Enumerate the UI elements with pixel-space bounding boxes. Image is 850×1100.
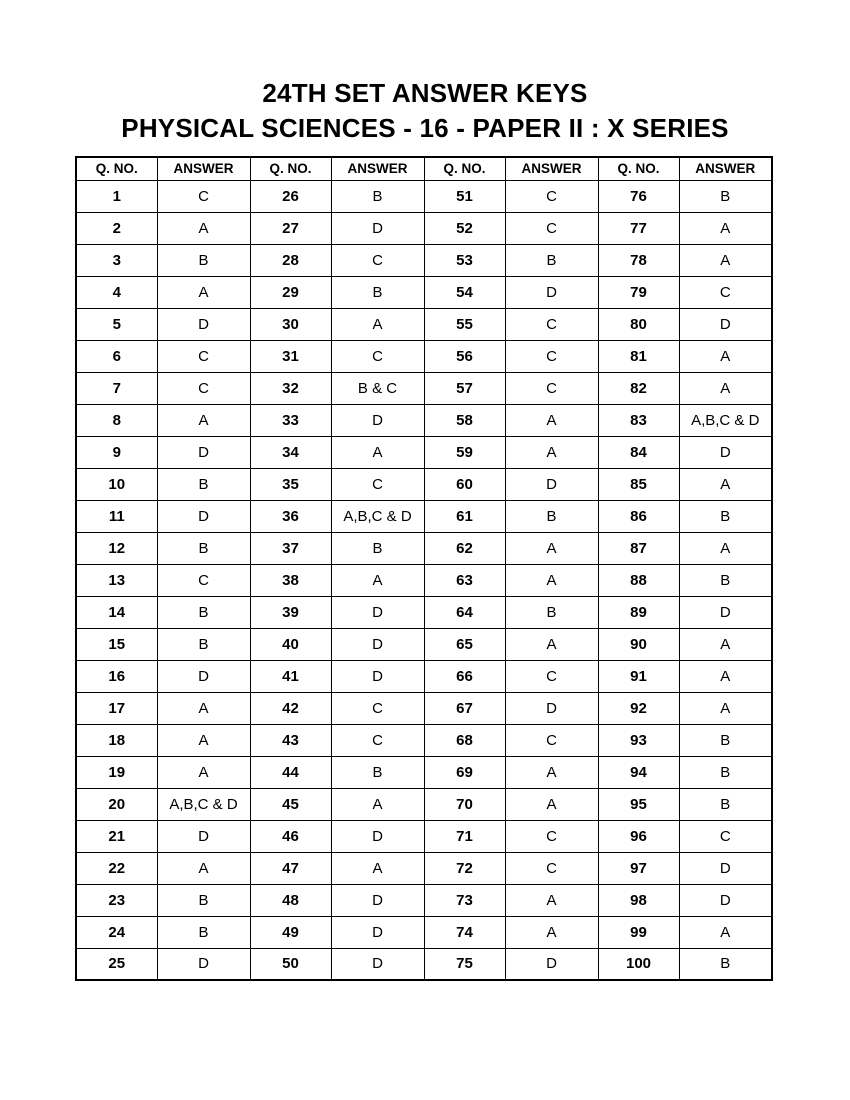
qno-cell: 12 [76,532,157,564]
answer-cell: A [679,532,772,564]
qno-cell: 66 [424,660,505,692]
answer-cell: A [157,724,250,756]
answer-cell: D [157,948,250,980]
answer-cell: D [331,404,424,436]
answer-cell: A [331,852,424,884]
qno-cell: 30 [250,308,331,340]
table-row [76,500,772,532]
qno-cell: 19 [76,756,157,788]
table-row [76,820,772,852]
answer-cell: A [505,628,598,660]
qno-cell: 88 [598,564,679,596]
answer-cell: C [505,852,598,884]
answer-cell: B [157,884,250,916]
answer-cell: B [505,500,598,532]
qno-cell: 74 [424,916,505,948]
qno-cell: 89 [598,596,679,628]
column-header-qno: Q. NO. [598,157,679,180]
answer-cell: D [505,276,598,308]
qno-cell: 47 [250,852,331,884]
qno-cell: 93 [598,724,679,756]
qno-cell: 33 [250,404,331,436]
answer-cell: C [679,276,772,308]
answer-cell: B [331,276,424,308]
answer-cell: C [505,372,598,404]
answer-cell: B [157,916,250,948]
answer-cell: D [157,308,250,340]
qno-cell: 82 [598,372,679,404]
answer-cell: D [157,660,250,692]
qno-cell: 13 [76,564,157,596]
qno-cell: 41 [250,660,331,692]
table-row [76,788,772,820]
qno-cell: 61 [424,500,505,532]
answer-cell: D [679,436,772,468]
answer-cell: A [505,404,598,436]
answer-cell: B [679,180,772,212]
qno-cell: 34 [250,436,331,468]
answer-cell: A [679,212,772,244]
answer-cell: B [679,948,772,980]
qno-cell: 83 [598,404,679,436]
answer-cell: A [331,788,424,820]
answer-cell: A [679,372,772,404]
table-row [76,180,772,212]
answer-cell: B [157,244,250,276]
answer-cell: D [505,468,598,500]
answer-cell: A [157,212,250,244]
qno-cell: 99 [598,916,679,948]
qno-cell: 60 [424,468,505,500]
qno-cell: 81 [598,340,679,372]
answer-cell: A [679,692,772,724]
answer-cell: A,B,C & D [331,500,424,532]
qno-cell: 22 [76,852,157,884]
answer-cell: A [679,340,772,372]
table-row [76,756,772,788]
answer-cell: A [157,852,250,884]
title-line-2: PHYSICAL SCIENCES - 16 - PAPER II : X SERIES [121,113,729,144]
table-row [76,692,772,724]
answer-cell: B [157,596,250,628]
column-header-answer: ANSWER [157,157,250,180]
answer-cell: A [505,532,598,564]
answer-cell: B [679,788,772,820]
qno-cell: 15 [76,628,157,660]
qno-cell: 35 [250,468,331,500]
answer-cell: A [505,884,598,916]
answer-cell: A [505,436,598,468]
qno-cell: 9 [76,436,157,468]
qno-cell: 98 [598,884,679,916]
qno-cell: 57 [424,372,505,404]
table-row [76,372,772,404]
answer-cell: B [679,500,772,532]
answer-cell: A [679,660,772,692]
table-row [76,564,772,596]
answer-cell: C [505,180,598,212]
answer-cell: C [505,660,598,692]
qno-cell: 55 [424,308,505,340]
answer-cell: D [331,212,424,244]
qno-cell: 21 [76,820,157,852]
qno-cell: 77 [598,212,679,244]
answer-cell: D [331,916,424,948]
answer-cell: B [679,724,772,756]
qno-cell: 10 [76,468,157,500]
qno-cell: 16 [76,660,157,692]
qno-cell: 42 [250,692,331,724]
table-row [76,308,772,340]
answer-cell: A [331,308,424,340]
answer-cell: A [331,564,424,596]
answer-cell: B & C [331,372,424,404]
table-row [76,468,772,500]
answer-cell: B [331,532,424,564]
answer-cell: C [157,180,250,212]
qno-cell: 17 [76,692,157,724]
qno-cell: 100 [598,948,679,980]
table-row [76,724,772,756]
qno-cell: 43 [250,724,331,756]
qno-cell: 73 [424,884,505,916]
table-row [76,340,772,372]
qno-cell: 6 [76,340,157,372]
qno-cell: 7 [76,372,157,404]
answer-cell: A [331,436,424,468]
qno-cell: 11 [76,500,157,532]
qno-cell: 2 [76,212,157,244]
qno-cell: 36 [250,500,331,532]
qno-cell: 87 [598,532,679,564]
answer-cell: B [157,468,250,500]
qno-cell: 80 [598,308,679,340]
qno-cell: 14 [76,596,157,628]
answer-cell: D [331,596,424,628]
qno-cell: 56 [424,340,505,372]
answer-cell: A [505,564,598,596]
qno-cell: 68 [424,724,505,756]
qno-cell: 29 [250,276,331,308]
qno-cell: 45 [250,788,331,820]
qno-cell: 25 [76,948,157,980]
qno-cell: 18 [76,724,157,756]
qno-cell: 26 [250,180,331,212]
answer-cell: A [679,916,772,948]
answer-cell: B [331,756,424,788]
answer-cell: A [157,692,250,724]
qno-cell: 79 [598,276,679,308]
qno-cell: 5 [76,308,157,340]
qno-cell: 63 [424,564,505,596]
qno-cell: 3 [76,244,157,276]
answer-cell: D [679,596,772,628]
qno-cell: 54 [424,276,505,308]
answer-cell: C [331,340,424,372]
qno-cell: 76 [598,180,679,212]
qno-cell: 72 [424,852,505,884]
qno-cell: 96 [598,820,679,852]
table-row [76,660,772,692]
qno-cell: 94 [598,756,679,788]
qno-cell: 50 [250,948,331,980]
table-body [76,180,772,980]
answer-cell: C [679,820,772,852]
column-header-qno: Q. NO. [250,157,331,180]
answer-cell: A [679,244,772,276]
answer-cell: D [331,628,424,660]
answer-cell: C [505,820,598,852]
table-row [76,916,772,948]
answer-cell: C [157,372,250,404]
answer-cell: D [505,948,598,980]
answer-cell: D [331,884,424,916]
qno-cell: 86 [598,500,679,532]
column-header-answer: ANSWER [331,157,424,180]
qno-cell: 53 [424,244,505,276]
answer-key-table [75,156,773,981]
answer-cell: A [679,468,772,500]
qno-cell: 75 [424,948,505,980]
qno-cell: 97 [598,852,679,884]
answer-cell: D [157,820,250,852]
table-row [76,404,772,436]
qno-cell: 32 [250,372,331,404]
answer-cell: A,B,C & D [679,404,772,436]
qno-cell: 49 [250,916,331,948]
answer-cell: A,B,C & D [157,788,250,820]
answer-cell: A [505,788,598,820]
answer-cell: C [331,244,424,276]
qno-cell: 39 [250,596,331,628]
qno-cell: 28 [250,244,331,276]
qno-cell: 84 [598,436,679,468]
qno-cell: 51 [424,180,505,212]
answer-cell: D [679,308,772,340]
table-row [76,532,772,564]
answer-cell: A [157,276,250,308]
qno-cell: 52 [424,212,505,244]
qno-cell: 40 [250,628,331,660]
qno-cell: 90 [598,628,679,660]
column-header-answer: ANSWER [679,157,772,180]
answer-cell: C [331,692,424,724]
answer-cell: B [331,180,424,212]
table-row [76,212,772,244]
qno-cell: 38 [250,564,331,596]
qno-cell: 69 [424,756,505,788]
title-line-1: 24TH SET ANSWER KEYS [262,78,588,108]
answer-cell: C [331,724,424,756]
answer-cell: A [505,916,598,948]
answer-cell: C [505,308,598,340]
table-header-row [76,157,772,180]
qno-cell: 1 [76,180,157,212]
table-row [76,884,772,916]
table-row [76,948,772,980]
answer-cell: B [679,756,772,788]
answer-cell: D [157,436,250,468]
answer-cell: A [157,404,250,436]
qno-cell: 31 [250,340,331,372]
qno-cell: 48 [250,884,331,916]
qno-cell: 70 [424,788,505,820]
table-row [76,852,772,884]
qno-cell: 24 [76,916,157,948]
table-row [76,628,772,660]
column-header-answer: ANSWER [505,157,598,180]
answer-cell: D [679,884,772,916]
table-row [76,276,772,308]
qno-cell: 37 [250,532,331,564]
table-row [76,244,772,276]
answer-cell: C [505,724,598,756]
qno-cell: 65 [424,628,505,660]
answer-cell: B [679,564,772,596]
qno-cell: 78 [598,244,679,276]
qno-cell: 59 [424,436,505,468]
qno-cell: 4 [76,276,157,308]
answer-cell: B [505,596,598,628]
qno-cell: 64 [424,596,505,628]
answer-cell: B [505,244,598,276]
qno-cell: 27 [250,212,331,244]
qno-cell: 62 [424,532,505,564]
answer-cell: C [157,340,250,372]
qno-cell: 91 [598,660,679,692]
title-block [0,0,850,146]
answer-cell: B [157,628,250,660]
qno-cell: 92 [598,692,679,724]
qno-cell: 23 [76,884,157,916]
answer-cell: D [505,692,598,724]
qno-cell: 44 [250,756,331,788]
answer-cell: A [157,756,250,788]
qno-cell: 71 [424,820,505,852]
answer-cell: C [157,564,250,596]
column-header-qno: Q. NO. [76,157,157,180]
answer-cell: C [505,340,598,372]
qno-cell: 95 [598,788,679,820]
qno-cell: 46 [250,820,331,852]
table-row [76,436,772,468]
table-row [76,596,772,628]
qno-cell: 67 [424,692,505,724]
column-header-qno: Q. NO. [424,157,505,180]
answer-cell: D [157,500,250,532]
answer-cell: A [505,756,598,788]
answer-cell: D [331,660,424,692]
answer-cell: B [157,532,250,564]
qno-cell: 58 [424,404,505,436]
answer-cell: C [331,468,424,500]
answer-cell: D [331,820,424,852]
qno-cell: 20 [76,788,157,820]
answer-cell: C [505,212,598,244]
qno-cell: 8 [76,404,157,436]
answer-cell: A [679,628,772,660]
answer-cell: D [331,948,424,980]
qno-cell: 85 [598,468,679,500]
answer-cell: D [679,852,772,884]
